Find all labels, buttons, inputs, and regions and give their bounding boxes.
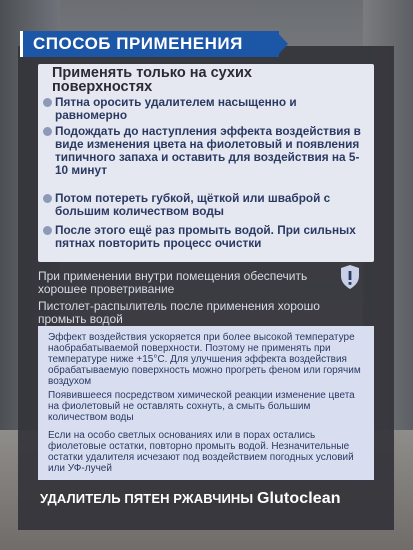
instructions-card <box>38 64 374 262</box>
page-title: СПОСОБ ПРИМЕНЕНИЯ <box>20 31 279 57</box>
info-paragraph-residue: Если на особо светлых основаниях или в порах остались фиолетовые остатки, повторно промыть водой. Незначительные остатки удалителя исчезают под воздействием погодных условий или УФ-лучей <box>48 430 354 474</box>
footer-title <box>40 490 380 508</box>
list-item: После этого ещё раз промыть водой. При сильных пятнах повторить процесс очистки <box>43 224 363 250</box>
info-paragraph-temperature: Эффект воздействия ускоряется при более высокой температуре наобрабатываемой поверхности. Поэтому не применять при температуре ниже +15°С. Для улучшения эффекта воздействия обрабатываемую поверхность можно прогреть феном или горячим воздухом <box>48 332 361 387</box>
list-item: Потом потереть губкой, щёткой или шваброй с большим количеством воды <box>43 192 363 218</box>
card-heading: Применять только на сухих поверхностях <box>52 65 252 95</box>
ventilation-note: При применении внутри помещения обеспечить хорошее проветривание <box>38 269 308 296</box>
shield-exclamation-icon <box>339 264 361 290</box>
bullet-dot-icon <box>43 226 52 235</box>
list-item: Подождать до наступления эффекта воздействия в виде изменения цвета на фиолетовый и появления типичного запаха и оставить для воздействия на 5-10 минут <box>43 125 363 177</box>
sprayer-note: Пистолет-распылитель после применения хорошо промыть водой <box>38 299 320 326</box>
info-box <box>38 326 374 480</box>
bullet-dot-icon <box>43 194 52 203</box>
bullet-dot-icon <box>43 98 52 107</box>
brand-name: Glutoclean <box>256 490 341 507</box>
list-item: Пятна оросить удалителем насыщенно и равномерно <box>43 96 363 122</box>
info-paragraph-color: Появившееся посредством химической реакции изменение цвета на фиолетовый не оставлять сохнуть, а смыть большим количеством воды <box>48 390 355 423</box>
product-name: УДАЛИТЕЛЬ ПЯТЕН РЖАВЧИНЫ <box>40 491 254 506</box>
bullet-dot-icon <box>43 127 52 136</box>
